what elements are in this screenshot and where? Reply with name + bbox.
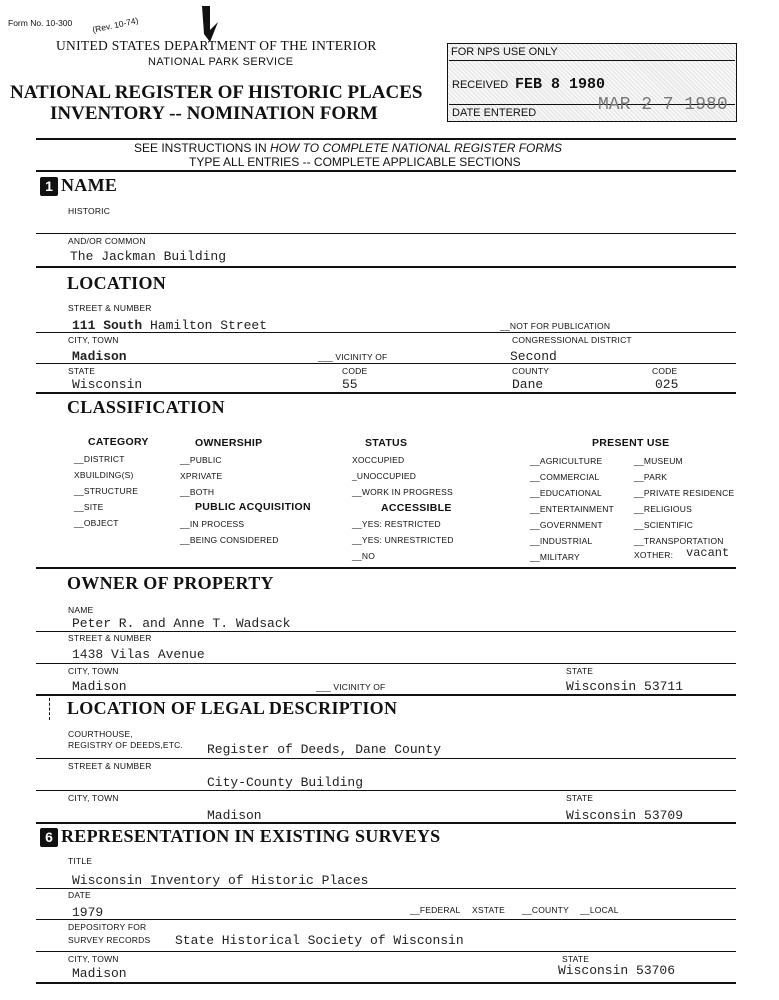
legal-street-label: STREET & NUMBER <box>68 761 152 771</box>
use-other[interactable]: XOTHER: <box>634 550 674 560</box>
accessible-no[interactable]: __NO <box>352 551 376 561</box>
city-label: CITY, TOWN <box>68 335 119 345</box>
survey-local[interactable]: __LOCAL <box>580 905 619 915</box>
owner-city-value: Madison <box>72 679 127 694</box>
category-object[interactable]: __OBJECT <box>74 518 119 528</box>
ownership-private[interactable]: XPRIVATE <box>180 471 223 481</box>
use-park[interactable]: __PARK <box>634 472 668 482</box>
use-educational[interactable]: __EDUCATIONAL <box>530 488 602 498</box>
owner-state-label: STATE <box>566 666 594 676</box>
state-value: Wisconsin <box>72 377 143 392</box>
acquisition-being-considered[interactable]: __BEING CONSIDERED <box>180 535 279 545</box>
section-number-badge: 1 <box>40 177 58 196</box>
use-agriculture[interactable]: __AGRICULTURE <box>530 456 603 466</box>
status-header: STATUS <box>365 437 408 449</box>
legal-city-value: Madison <box>207 808 262 823</box>
owner-vicinity-label: ___ VICINITY OF <box>316 682 386 692</box>
ownership-header: OWNERSHIP <box>195 437 263 449</box>
margin-mark <box>49 698 50 720</box>
form-title-line2: INVENTORY -- NOMINATION FORM <box>50 103 378 124</box>
ownership-both[interactable]: __BOTH <box>180 487 215 497</box>
county-label: COUNTY <box>512 366 550 376</box>
owner-city-label: CITY, TOWN <box>68 666 119 676</box>
instructions-line1: SEE INSTRUCTIONS IN HOW TO COMPLETE NATIONAL REGISTER FORMS <box>134 141 563 155</box>
present-use-header: PRESENT USE <box>592 437 670 449</box>
received-label: RECEIVED <box>452 79 509 91</box>
city-value: Madison <box>72 349 127 364</box>
survey-city-label: CITY, TOWN <box>68 954 119 964</box>
public-acquisition-header: PUBLIC ACQUISITION <box>195 501 311 513</box>
service-name: NATIONAL PARK SERVICE <box>148 56 294 68</box>
vicinity-label: ___ VICINITY OF <box>318 352 388 362</box>
status-occupied[interactable]: XOCCUPIED <box>352 455 405 465</box>
survey-records-label: SURVEY RECORDS <box>68 935 151 945</box>
depository-value: State Historical Society of Wisconsin <box>175 933 464 948</box>
survey-city-value: Madison <box>72 966 127 981</box>
owner-state-value: Wisconsin 53711 <box>566 679 684 694</box>
legal-state-value: Wisconsin 53709 <box>566 808 684 823</box>
use-commercial[interactable]: __COMMERCIAL <box>530 472 600 482</box>
section-number-badge: 6 <box>40 828 58 847</box>
location-heading: LOCATION <box>67 273 167 293</box>
use-religious[interactable]: __RELIGIOUS <box>634 504 692 514</box>
use-industrial[interactable]: __INDUSTRIAL <box>530 536 593 546</box>
ownership-public[interactable]: __PUBLIC <box>180 455 222 465</box>
form-number: Form No. 10-300 <box>8 18 73 28</box>
category-structure[interactable]: __STRUCTURE <box>74 486 139 496</box>
accessible-unrestricted[interactable]: __YES: UNRESTRICTED <box>352 535 454 545</box>
state-code-label: CODE <box>342 366 368 376</box>
use-other-value: vacant <box>686 546 730 560</box>
department-name: UNITED STATES DEPARTMENT OF THE INTERIOR <box>56 38 377 53</box>
status-unoccupied[interactable]: _UNOCCUPIED <box>352 471 417 481</box>
survey-title-value: Wisconsin Inventory of Historic Places <box>72 873 369 888</box>
survey-state-label: STATE <box>562 954 590 964</box>
depository-label: DEPOSITORY FOR <box>68 922 147 932</box>
owner-street-label: STREET & NUMBER <box>68 633 152 643</box>
common-label: AND/OR COMMON <box>68 236 146 246</box>
received-stamp: FEB 8 1980 <box>515 76 606 93</box>
use-military[interactable]: __MILITARY <box>530 552 580 562</box>
county-code-label: CODE <box>652 366 678 376</box>
use-private-residence[interactable]: __PRIVATE RESIDENCE <box>634 488 735 498</box>
owner-name-value: Peter R. and Anne T. Wadsack <box>72 616 291 631</box>
state-label: STATE <box>68 366 96 376</box>
owner-heading: OWNER OF PROPERTY <box>67 573 274 593</box>
survey-state[interactable]: XSTATE <box>472 905 506 915</box>
legal-state-label: STATE <box>566 793 594 803</box>
congressional-district-label: CONGRESSIONAL DISTRICT <box>512 335 632 345</box>
congressional-district-value: Second <box>510 349 557 364</box>
street-label: STREET & NUMBER <box>68 303 152 313</box>
survey-date-value: 1979 <box>72 905 104 920</box>
instructions-line2: TYPE ALL ENTRIES -- COMPLETE APPLICABLE SECTIONS <box>189 155 521 169</box>
state-code-value: 55 <box>342 377 358 392</box>
survey-federal[interactable]: __FEDERAL <box>410 905 461 915</box>
registry-label: REGISTRY OF DEEDS,ETC. <box>68 740 184 750</box>
legal-city-label: CITY, TOWN <box>68 793 119 803</box>
owner-name-label: NAME <box>68 605 94 615</box>
survey-date-label: DATE <box>68 890 91 900</box>
county-value: Dane <box>512 377 544 392</box>
use-transportation[interactable]: __TRANSPORTATION <box>634 536 724 546</box>
owner-street-value: 1438 Vilas Avenue <box>72 647 205 662</box>
survey-title-label: TITLE <box>68 856 93 866</box>
accessible-restricted[interactable]: __YES: RESTRICTED <box>352 519 441 529</box>
county-code-value: 025 <box>655 377 679 392</box>
form-revision: (Rev. 10-74) <box>91 15 140 35</box>
courthouse-label: COURTHOUSE, <box>68 729 133 739</box>
use-government[interactable]: __GOVERNMENT <box>530 520 603 530</box>
nps-use-label: FOR NPS USE ONLY <box>451 46 558 58</box>
category-district[interactable]: __DISTRICT <box>74 454 125 464</box>
survey-state-value: Wisconsin 53706 <box>558 963 676 978</box>
date-entered-stamp: MAR 2 7 1980 <box>598 95 728 115</box>
accessible-header: ACCESSIBLE <box>381 502 452 514</box>
legal-street-value: City-County Building <box>207 775 364 790</box>
category-header: CATEGORY <box>88 436 149 448</box>
use-entertainment[interactable]: __ENTERTAINMENT <box>530 504 614 514</box>
date-entered-label: DATE ENTERED <box>452 107 537 119</box>
not-for-publication: __NOT FOR PUBLICATION <box>500 321 611 331</box>
common-name-value: The Jackman Building <box>70 249 227 264</box>
category-site[interactable]: __SITE <box>74 502 104 512</box>
use-museum[interactable]: __MUSEUM <box>634 456 683 466</box>
courthouse-value: Register of Deeds, Dane County <box>207 742 442 757</box>
section-6-heading: 6 REPRESENTATION IN EXISTING SURVEYS <box>40 826 441 847</box>
category-building[interactable]: XBUILDING(S) <box>74 470 134 480</box>
classification-heading: CLASSIFICATION <box>67 397 225 417</box>
legal-description-heading: LOCATION OF LEGAL DESCRIPTION <box>67 698 398 718</box>
form-title-line1: NATIONAL REGISTER OF HISTORIC PLACES <box>10 82 423 103</box>
acquisition-in-process[interactable]: __IN PROCESS <box>180 519 245 529</box>
historic-label: HISTORIC <box>68 206 111 216</box>
section-1-heading: 1 NAME <box>40 175 117 196</box>
survey-county[interactable]: __COUNTY <box>522 905 569 915</box>
status-work-in-progress[interactable]: __WORK IN PROGRESS <box>352 487 453 497</box>
use-scientific[interactable]: __SCIENTIFIC <box>634 520 694 530</box>
street-value: 111 South Hamilton Street <box>72 318 268 333</box>
